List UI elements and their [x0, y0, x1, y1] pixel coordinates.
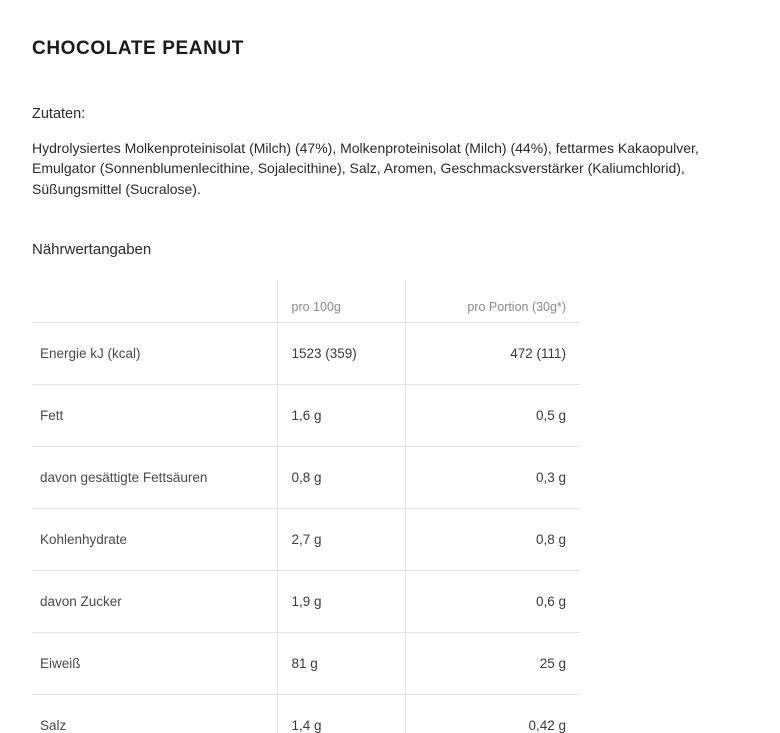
row-value-per-portion: 0,42 g	[405, 694, 580, 733]
row-label: davon gesättigte Fettsäuren	[32, 446, 277, 508]
table-row	[32, 508, 580, 570]
table-row	[32, 446, 580, 508]
table-row	[32, 322, 580, 384]
row-label: Fett	[32, 384, 277, 446]
table-row	[32, 694, 580, 733]
table-row	[32, 384, 580, 446]
row-value-per-100g: 0,8 g	[277, 446, 405, 508]
row-value-per-portion: 0,8 g	[405, 508, 580, 570]
row-value-per-100g: 1,4 g	[277, 694, 405, 733]
column-header-per-portion: pro Portion (30g*)	[405, 280, 580, 323]
row-label: Kohlenhydrate	[32, 508, 277, 570]
row-value-per-portion: 0,3 g	[405, 446, 580, 508]
column-header-name	[32, 280, 277, 323]
table-header-row	[32, 280, 580, 323]
row-value-per-100g: 1523 (359)	[277, 322, 405, 384]
row-value-per-100g: 1,9 g	[277, 570, 405, 632]
nutrition-heading: Nährwertangaben	[32, 240, 152, 258]
ingredients-text: Hydrolysiertes Molkenproteinisolat (Milch) (47%), Molkenproteinisolat (Milch) (44%), fettarmes Kakaopulver, Emulgator (Sonnenblumenlecithine, Sojalecithine), Salz, Aromen, Geschmacksverstärker (Kaliumchlorid), Süßungsmittel (Sucralose).	[32, 140, 699, 197]
row-value-per-portion: 25 g	[405, 632, 580, 694]
nutrition-table-header	[32, 280, 580, 323]
nutrition-table-body	[32, 322, 580, 733]
ingredients-label: Zutaten:	[32, 106, 86, 122]
row-value-per-100g: 1,6 g	[277, 384, 405, 446]
row-value-per-100g: 2,7 g	[277, 508, 405, 570]
row-label: Energie kJ (kcal)	[32, 322, 277, 384]
table-row	[32, 632, 580, 694]
row-value-per-100g: 81 g	[277, 632, 405, 694]
row-value-per-portion: 0,6 g	[405, 570, 580, 632]
nutrition-table	[32, 280, 580, 733]
page-title: CHOCOLATE PEANUT	[32, 38, 244, 59]
row-label: Salz	[32, 694, 277, 733]
row-label: davon Zucker	[32, 570, 277, 632]
column-header-per-100g: pro 100g	[277, 280, 405, 323]
row-value-per-portion: 0,5 g	[405, 384, 580, 446]
row-label: Eiweiß	[32, 632, 277, 694]
table-row	[32, 570, 580, 632]
row-value-per-portion: 472 (111)	[405, 322, 580, 384]
